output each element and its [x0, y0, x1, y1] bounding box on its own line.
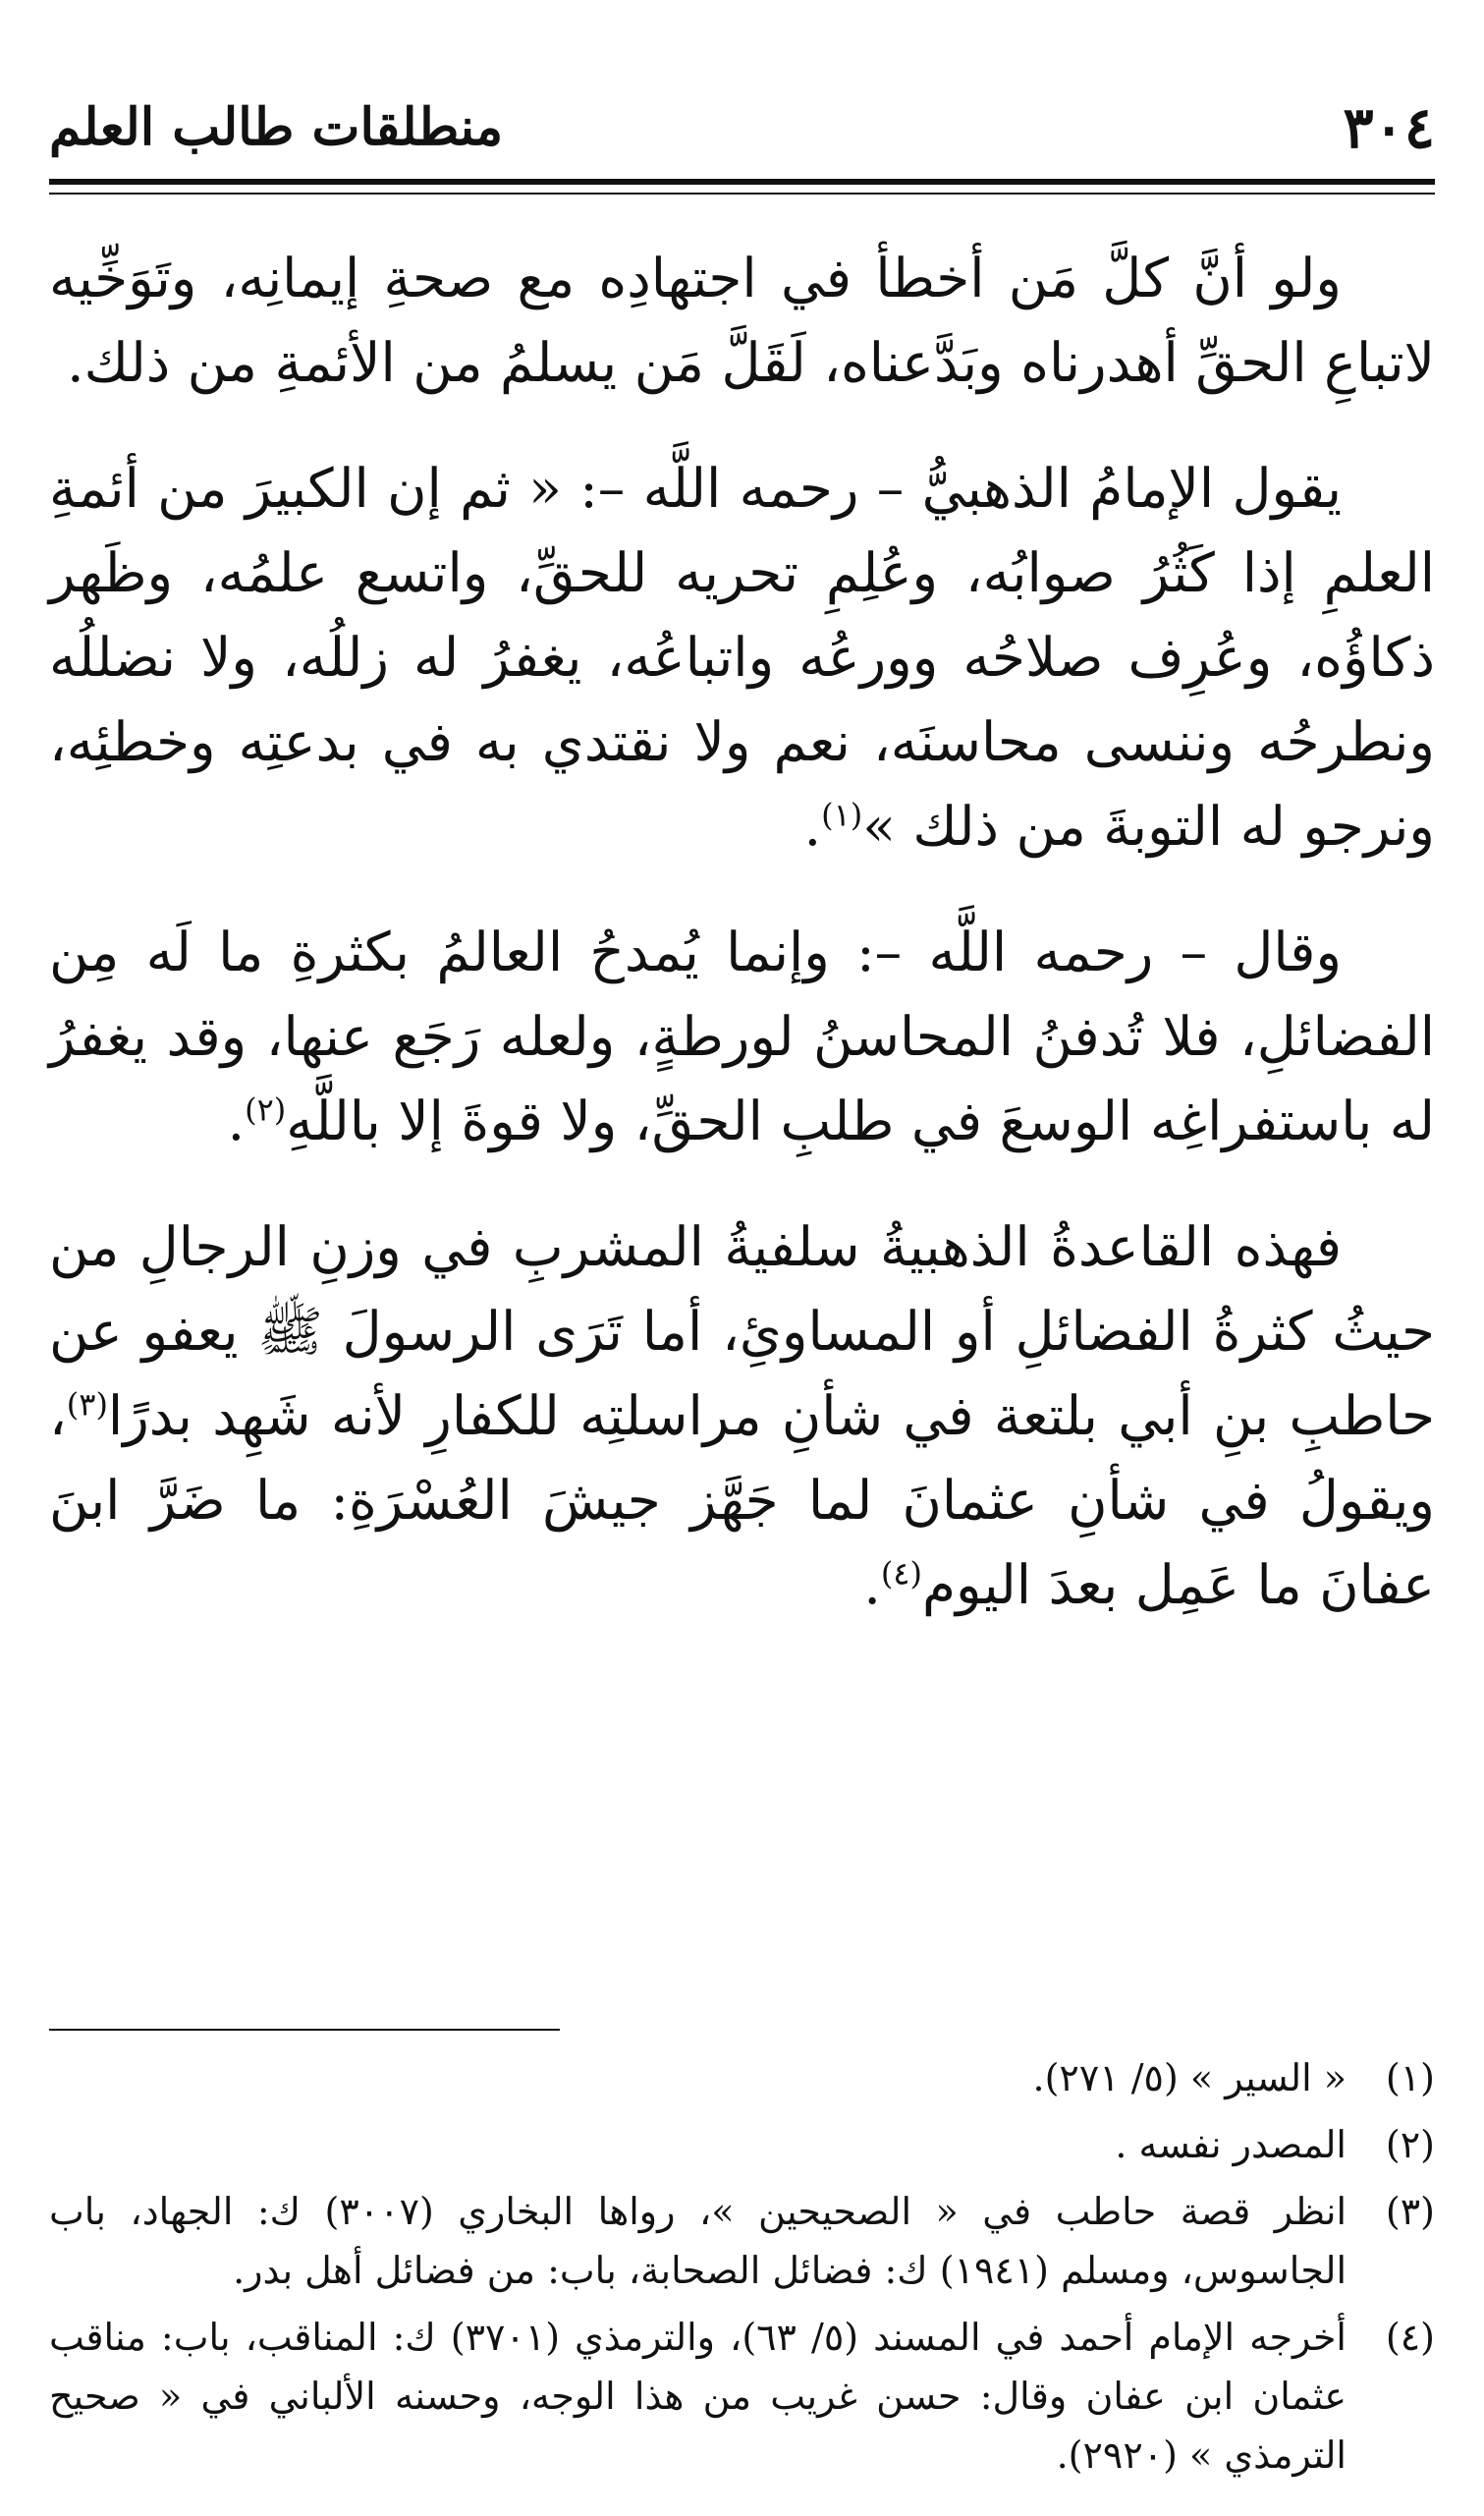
page-header: [49, 93, 1435, 172]
footnote-number: (٣): [1385, 2190, 1435, 2233]
footnote-number: (٢): [1385, 2123, 1435, 2166]
footnote-ref-2: (٢): [245, 1090, 287, 1129]
footnote-separator: [49, 2029, 560, 2031]
paragraph-4: [49, 1204, 1435, 1627]
header-rule-thin: [49, 193, 1435, 195]
paragraph-2-text: يقول الإمامُ الذهبيُّ – رحمه اللَّه –: « ثم إن الكبيرَ من أئمةِ العلمِ إذا كَثُرُ صوابُه، وعُلِمِ تحريه للحقِّ، واتسع علمُه، وظَهر ذكاؤُه، وعُرِف صلاحُه وورعُه واتباعُه، يغفرُ له زللُه، ولا نضللُه ونطرحُه وننسى محاسنَه، نعم ولا نقتدي به في بدعتِه وخطئِه، ونرجو له التوبةَ من ذلك »: [49, 457, 1435, 858]
page-number: ٣٠٤: [1343, 94, 1435, 161]
paragraph-4-text: فهذه القاعدةُ الذهبيةُ سلفيةُ المشربِ في وزنِ الرجالِ من حيثُ كثرةُ الفضائلِ أو المساوئِ، أما تَرَى الرسولَ ﷺ يعفو عن حاطبِ بنِ أبي بلتعة في شأنِ مراسلتِه للكفارِ لأنه شَهِد بدرًا: [49, 1215, 1435, 1447]
footnote-4: [49, 2308, 1435, 2485]
footnote-2: [49, 2115, 1435, 2174]
paragraph-4-tail: ، ويقولُ في شأنِ عثمانَ لما جَهَّز جيشَ العُسْرَةِ: ما ضَرَّ ابنَ عفانَ ما عَمِل بعدَ اليوم: [49, 1384, 1435, 1616]
footnote-number: (٤): [1385, 2316, 1435, 2359]
paragraph-3: [49, 910, 1435, 1163]
paragraph-4-end: .: [863, 1553, 881, 1616]
paragraph-1-text: ولو أنَّ كلَّ مَن أخطأ في اجتهادِه مع صحةِ إيمانِه، وتَوَخِّيه لاتباعِ الحقِّ أهدرناه وبَدَّعناه، لَقَلَّ مَن يسلمُ من الأئمةِ من ذلك.: [49, 247, 1435, 394]
running-title: منطلقات طالب العلم: [49, 97, 504, 157]
footnote-ref-3: (٣): [66, 1385, 108, 1424]
footnotes: [49, 2048, 1435, 2492]
paragraph-1: [49, 236, 1435, 405]
footnote-text: انظر قصة حاطب في « الصحيحين »، رواها البخاري (٣٠٠٧) ك: الجهاد، باب الجاسوس، ومسلم (١٩٤١) ك: فضائل الصحابة، باب: من فضائل أهل بدر.: [49, 2190, 1347, 2292]
paragraph-3-text: وقال – رحمه اللَّه –: وإنما يُمدحُ العالمُ بكثرةِ ما لَه مِن الفضائلِ، فلا تُدفنُ المحاسنُ لورطةٍ، ولعله رَجَع عنها، وقد يغفرُ له باستفراغِه الوسعَ في طلبِ الحقِّ، ولا قوةَ إلا باللَّهِ: [49, 921, 1435, 1152]
paragraph-2-end: .: [803, 795, 822, 858]
main-text: [49, 236, 1435, 1668]
header-rule-thick: [49, 179, 1435, 185]
footnote-3: [49, 2182, 1435, 2300]
footnote-ref-1: (١): [821, 796, 863, 834]
footnote-1: [49, 2048, 1435, 2107]
footnote-text: « السير » (٥/ ٢٧١).: [1032, 2056, 1347, 2099]
footnote-text: المصدر نفسه .: [1115, 2123, 1347, 2166]
footnote-ref-4: (٤): [880, 1554, 922, 1593]
paragraph-2: [49, 446, 1435, 868]
paragraph-3-end: .: [227, 1090, 246, 1152]
footnote-number: (١): [1385, 2056, 1435, 2099]
footnote-text: أخرجه الإمام أحمد في المسند (٥/ ٦٣)، والترمذي (٣٧٠١) ك: المناقب، باب: مناقب عثمان ابن عفان وقال: حسن غريب من هذا الوجه، وحسنه الألباني في « صحيح الترمذي » (٢٩٢٠).: [49, 2316, 1347, 2477]
